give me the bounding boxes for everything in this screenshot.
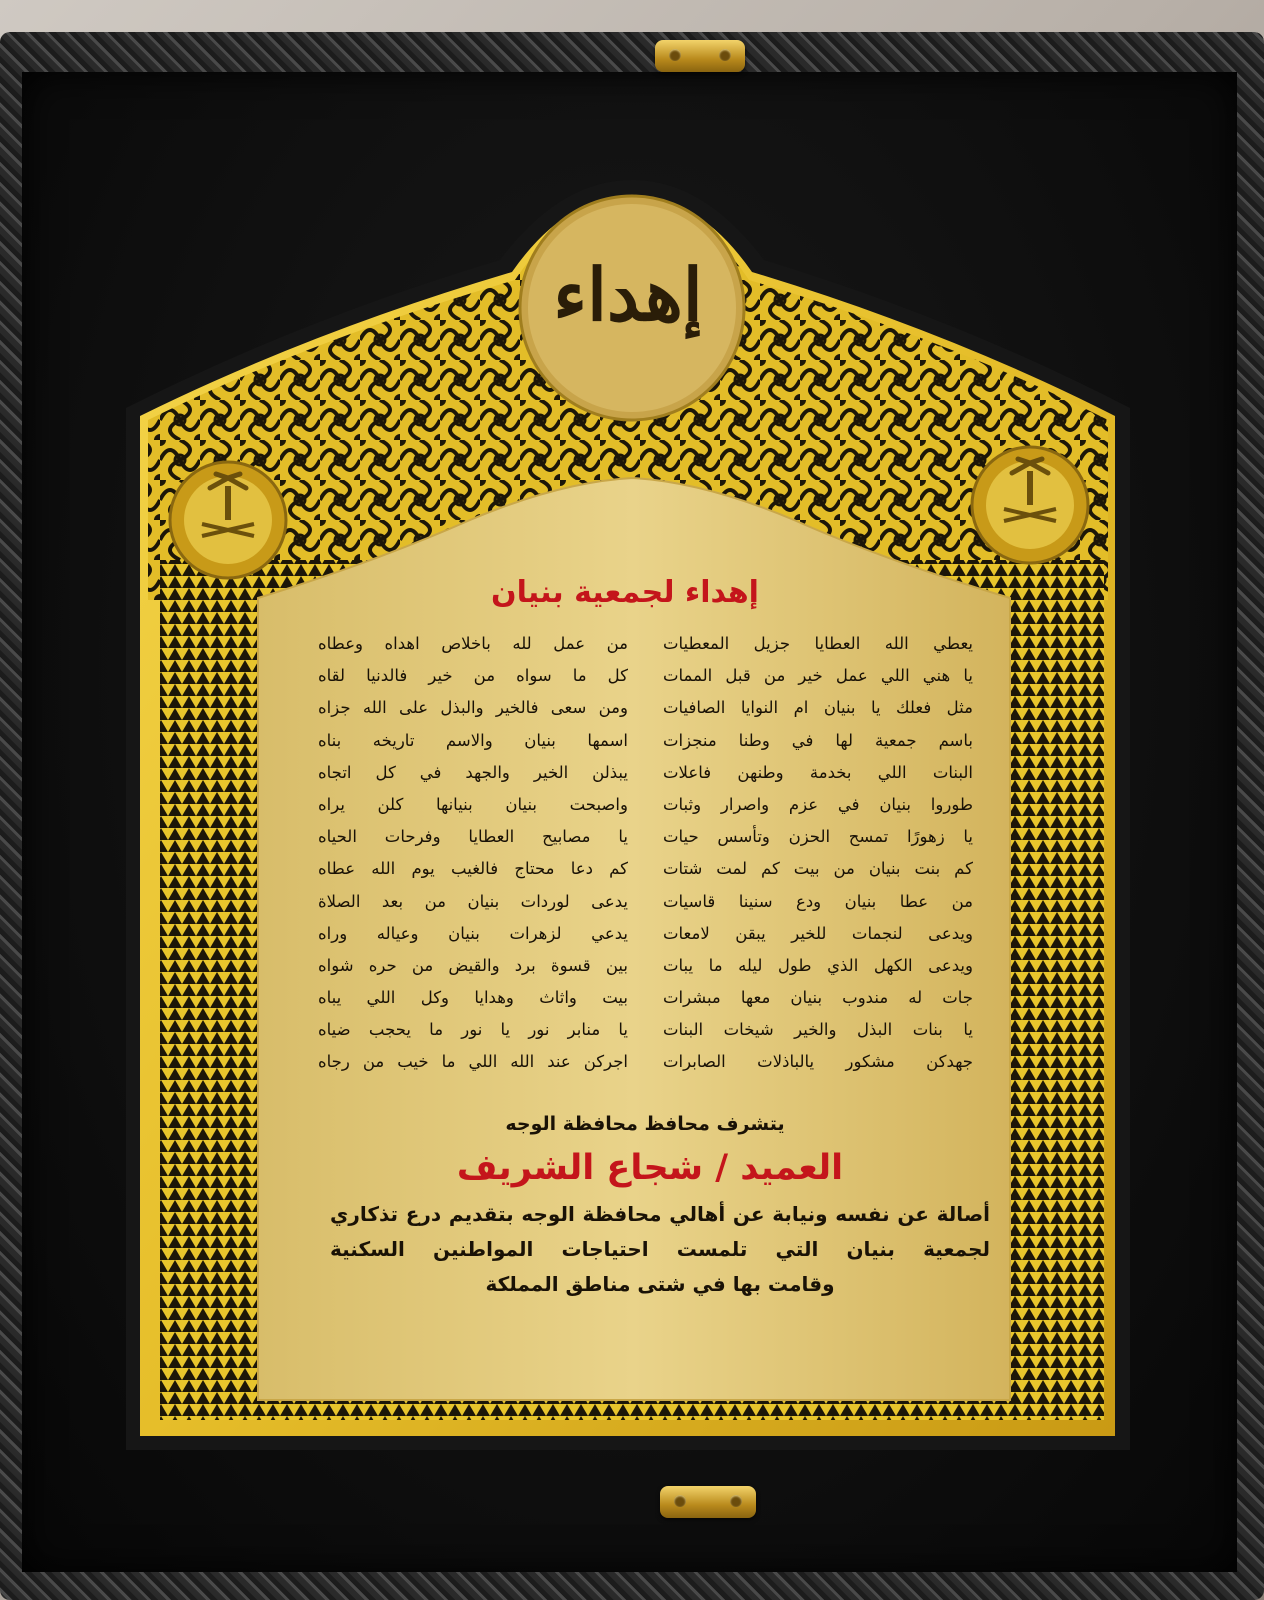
verse: جهدكن مشكور يالباذلات الصابرات: [663, 1052, 973, 1072]
verse: يا زهورًا تمسح الحزن وتأسس حيات: [663, 827, 973, 847]
emblem-left: [170, 462, 286, 578]
verse: كل ما سواه من خير فالدنيا لقاه: [318, 666, 628, 686]
dedication-line: وقامت بها في شتى مناطق المملكة: [485, 1272, 835, 1296]
verse: البنات اللي بخدمة وطنهن فاعلات: [663, 762, 973, 782]
verse: يدعي لزهرات بنيان وعياله وراه: [318, 923, 628, 943]
verse: يبذلن الخير والجهد في كل اتجاه: [318, 762, 628, 782]
verse: يا هني اللي عمل خير من قبل الممات: [663, 666, 973, 686]
verse: بيت واثاث وهدايا وكل اللي يباه: [318, 988, 628, 1008]
dedication-line: لجمعية بنيان التي تلمست احتياجات المواطنين السكنية: [330, 1237, 990, 1261]
verse: يدعى لوردات بنيان من بعد الصلاة: [318, 891, 628, 911]
verse: اسمها بنيان والاسم تاريخه بناه: [318, 730, 628, 750]
verse: يعطي الله العطايا جزيل المعطيات: [663, 634, 973, 653]
honor-line: يتشرف محافظ محافظة الوجه: [505, 1113, 785, 1135]
verse: يا منابر نور يا نور ما يحجب ضياه: [318, 1020, 628, 1040]
verse: من عمل لله باخلاص اهداه وعطاه: [318, 634, 628, 653]
verse: جات له مندوب بنيان معها مبشرات: [663, 988, 973, 1008]
verse: طوروا بنيان في عزم واصرار وثبات: [663, 794, 973, 814]
verse: يا مصابيح العطايا وفرحات الحياه: [318, 827, 628, 847]
verse: باسم جمعية لها في وطنا منجزات: [663, 730, 973, 750]
honoree-name: العميد / شجاع الشريف: [456, 1148, 844, 1188]
verse: ويدعى الكهل الذي طول ليله ما يبات: [663, 955, 973, 975]
verse: من عطا بنيان ودع سنينا قاسيات: [663, 891, 973, 911]
verse: واصبحت بنيان بنيانها كلن يراه: [318, 794, 628, 814]
verse: بين قسوة برد والقيض من حره شواه: [318, 955, 628, 975]
emblem-right: [972, 447, 1088, 563]
dedication-line: أصالة عن نفسه ونيابة عن أهالي محافظة الوجه بتقديم درع تذكاري: [330, 1202, 990, 1226]
poem-column-left: [318, 628, 628, 1079]
dedication: [330, 1197, 990, 1302]
poem-column-right: [663, 628, 973, 1079]
verse: كم دعا محتاج فالغيب يوم الله عطاه: [318, 859, 628, 879]
verse: اجركن عند الله اللي ما خيب من رجاه: [318, 1052, 628, 1072]
poem: [318, 628, 973, 1079]
verse: مثل فعلك يا بنيان ام النوايا الصافيات: [663, 698, 973, 718]
verse: ومن سعى فالخير والبذل على الله جزاه: [318, 698, 628, 718]
plaque-title: إهداء لجمعية بنيان: [491, 575, 759, 610]
verse: ويدعى لنجمات للخير يبقن لامعات: [663, 923, 973, 943]
verse: كم بنت بنيان من بيت كم لمت شتات: [663, 859, 973, 879]
verse: يا بنات البذل والخير شيخات البنات: [663, 1020, 973, 1040]
calligraphy-title: إهداء: [553, 252, 703, 337]
